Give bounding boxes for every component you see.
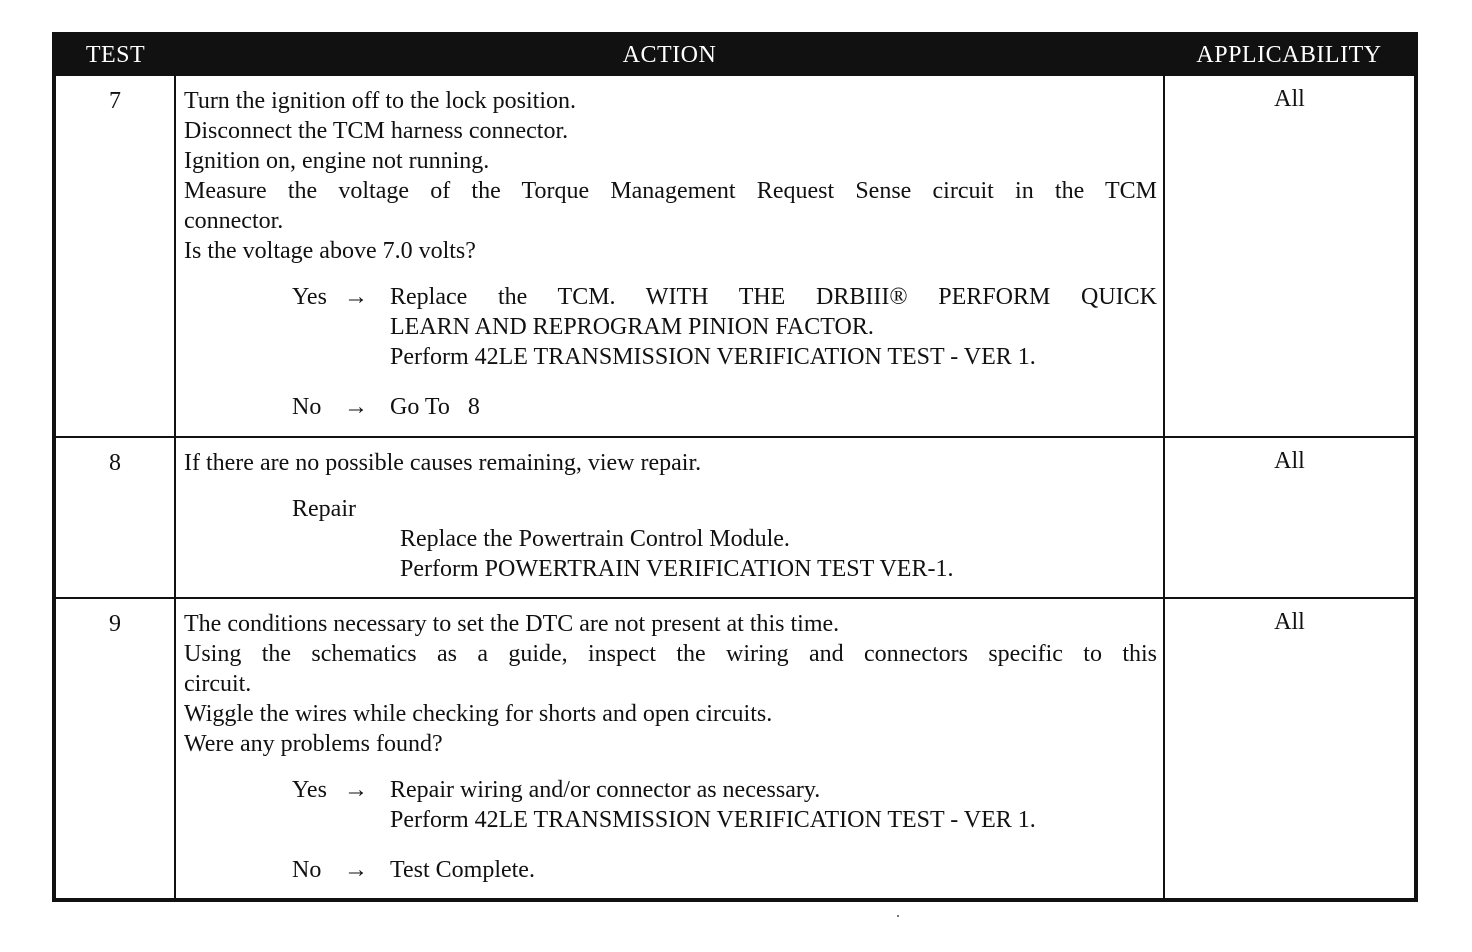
repair-label: Repair [292,496,356,522]
instruction: Is the voltage above 7.0 volts? [184,238,476,264]
instruction: The conditions necessary to set the DTC are not present at this time. [184,611,840,637]
arrow-icon: → [344,394,368,420]
scan-speck [897,915,899,917]
yes-label: Yes [292,284,327,310]
arrow-icon: → [344,777,368,803]
instruction: Turn the ignition off to the lock position. [184,88,577,114]
result-line: Perform 42LE TRANSMISSION VERIFICATION TEST - VER 1. [390,807,1036,833]
instruction: Measure the voltage of the Torque Management Request Sense circuit in the TCM [184,178,1157,204]
action-cell [175,598,1164,900]
result-line: Perform 42LE TRANSMISSION VERIFICATION TEST - VER 1. [390,344,1036,370]
no-branch [292,392,1157,422]
no-label: No [292,394,322,420]
repair-line: Perform POWERTRAIN VERIFICATION TEST VER-1. [400,556,954,582]
test-number: 7 [54,75,175,437]
yes-label: Yes [292,777,327,803]
result-line: Repair wiring and/or connector as necessary. [390,777,821,803]
action-cell [175,437,1164,598]
result-line: LEARN AND REPROGRAM PINION FACTOR. [390,314,874,340]
header-test: TEST [54,34,175,75]
table-row-test-7 [54,75,1416,437]
applicability-value: All [1164,437,1416,598]
table-row-test-9 [54,598,1416,900]
repair-line: Replace the Powertrain Control Module. [400,526,790,552]
no-branch [292,855,1157,885]
action-cell [175,75,1164,437]
test-number: 9 [54,598,175,900]
arrow-icon: → [344,857,368,883]
instruction: If there are no possible causes remaining, view repair. [184,450,702,476]
table-row-test-8 [54,437,1416,598]
instruction: Were any problems found? [184,731,443,757]
instruction: Disconnect the TCM harness connector. [184,118,569,144]
instruction: Using the schematics as a guide, inspect the wiring and connectors specific to this [184,641,1157,667]
test-number: 8 [54,437,175,598]
table-header [54,34,1416,75]
arrow-icon: → [344,284,368,310]
result-line: Go To 8 [390,394,480,420]
applicability-value: All [1164,75,1416,437]
instruction: connector. [184,208,284,234]
instruction: Ignition on, engine not running. [184,148,490,174]
instruction: Wiggle the wires while checking for shorts and open circuits. [184,701,773,727]
header-applicability: APPLICABILITY [1164,34,1416,75]
yes-branch [292,775,1157,835]
diagnostic-test-table [52,32,1418,902]
instruction: circuit. [184,671,252,697]
result-line: Test Complete. [390,857,535,883]
header-action: ACTION [175,34,1164,75]
result-line: Replace the TCM. WITH THE DRBIII® PERFORM QUICK [390,284,1157,310]
yes-branch [292,282,1157,372]
no-label: No [292,857,322,883]
applicability-value: All [1164,598,1416,900]
